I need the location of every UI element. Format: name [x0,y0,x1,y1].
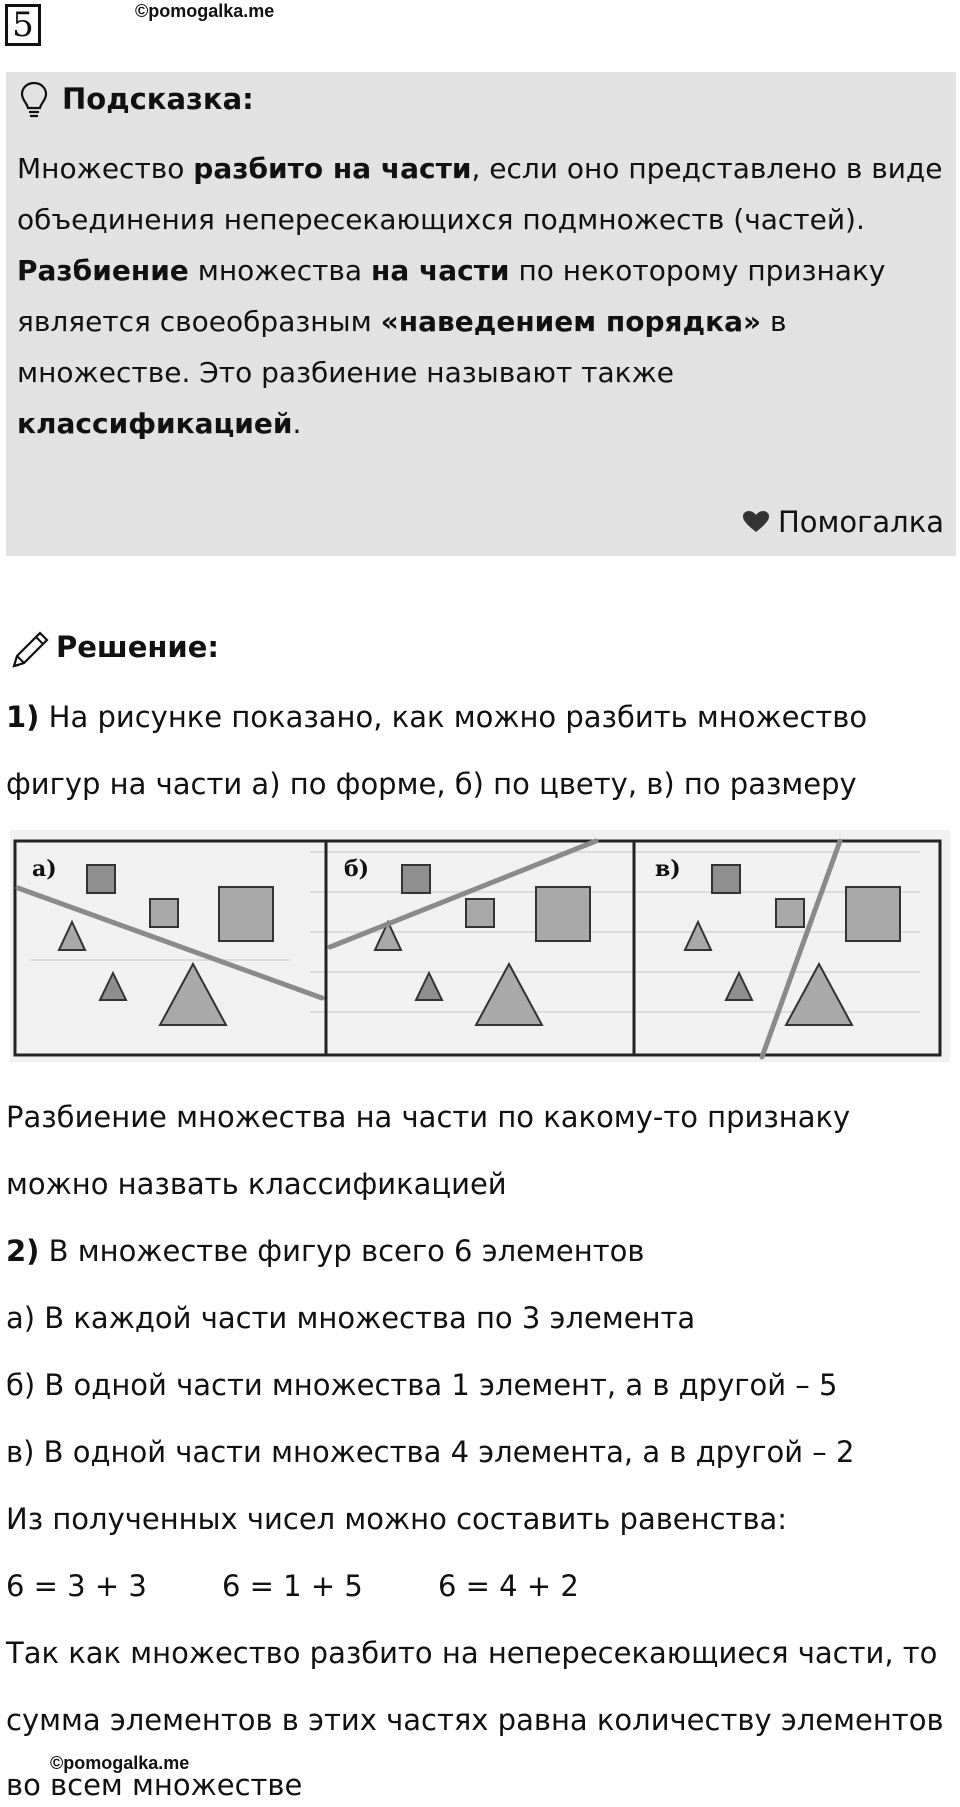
hint-signature: Помогалка [742,505,944,539]
solution-text: а) В каждой части множества по 3 элемента [6,1301,696,1335]
small-square-dark [402,865,430,893]
solution-text: Разбиение множества на части по какому-то признаку [6,1100,851,1134]
small-square [150,899,178,927]
large-square [536,887,590,941]
equation-2: 6 = 1 + 5 [222,1569,363,1603]
watermark-bottom: ©pomogalka.me [50,1753,190,1773]
solution-title: Решение: [56,630,220,664]
large-square [846,887,900,941]
small-square-dark [712,865,740,893]
panel-label-c: в) [655,856,681,882]
solution-step-2: 2) В множестве фигур всего 6 элементов [6,1234,645,1268]
lightbulb-icon [18,80,50,120]
pencil-icon [8,628,52,672]
solution-text: б) В одной части множества 1 элемент, а в другой – 5 [6,1368,838,1402]
task-number: 5 [5,4,41,46]
small-square [776,899,804,927]
equation-1: 6 = 3 + 3 [6,1569,147,1603]
small-square [466,899,494,927]
solution-step-1: 1) На рисунке показано, как можно разбить множество [6,700,868,734]
equation-3: 6 = 4 + 2 [438,1569,579,1603]
figure-partitions [10,830,950,1062]
solution-text: в) В одной части множества 4 элемента, а в другой – 2 [6,1435,855,1469]
hint-text: Множество разбито на части, если оно представлено в виде объединения непересекающихся подмножеств (частей). Разбиение множества на части по некоторому признаку является своеобразным «наведением порядка» в множестве. Это разбиение называют также классификацией. [17,152,943,440]
large-square [219,887,273,941]
heart-icon [742,510,770,534]
panel-label-a: а) [32,856,57,882]
watermark-top: ©pomogalka.me [135,1,275,21]
small-square-dark [87,865,115,893]
solution-text: во всем множестве [6,1768,303,1802]
solution-text: сумма элементов в этих частях равна количеству элементов [6,1703,944,1737]
solution-text: можно назвать классификацией [6,1167,507,1201]
solution-text: фигур на части а) по форме, б) по цвету, в) по размеру [6,767,857,801]
solution-text: Из полученных чисел можно составить равенства: [6,1502,788,1536]
panel-label-b: б) [344,856,370,882]
solution-text: Так как множество разбито на непересекающиеся части, то [6,1636,938,1670]
hint-title: Подсказка: [62,82,254,116]
